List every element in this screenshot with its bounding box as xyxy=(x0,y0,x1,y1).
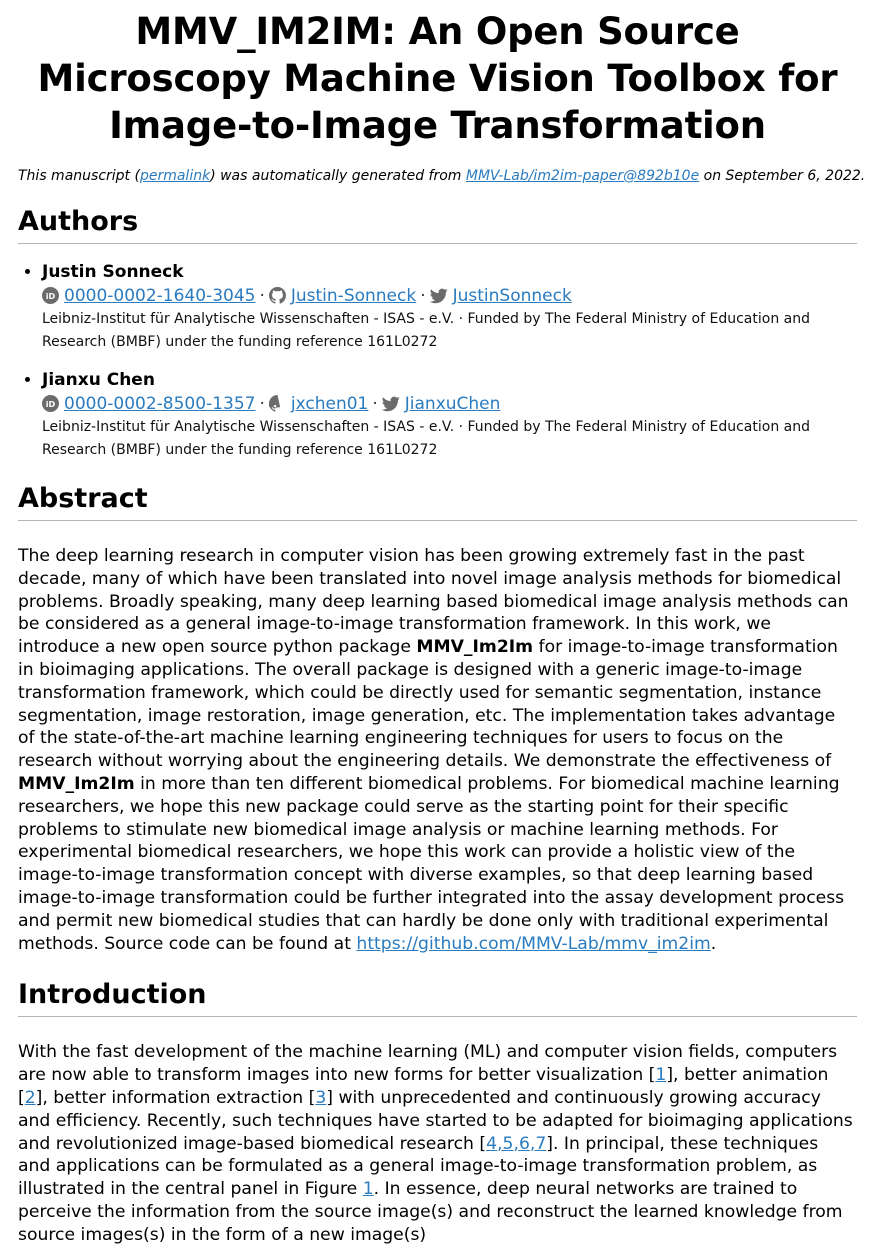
orcid-link[interactable]: 0000-0002-8500-1357 xyxy=(64,394,256,414)
introduction-paragraph xyxy=(18,1041,857,1246)
package-name: MMV_Im2Im xyxy=(416,637,534,658)
citation-separator: , xyxy=(513,1133,519,1154)
citation-separator: , xyxy=(497,1133,503,1154)
orcid-link[interactable]: 0000-0002-1640-3045 xyxy=(64,286,256,306)
intro-text: ] with unprecedented and continuously growing accuracy and efficiency. Recently, such techniques have started to be adapted for bioimaging applications and revolutionized image-based biomedical research [ xyxy=(18,1087,853,1154)
figure-link[interactable]: 1 xyxy=(362,1179,374,1200)
author-affiliation: Leibniz-Institut für Analytische Wissenschaften - ISAS - e.V. · Funded by The Federal Ministry of Education and Research (BMBF) under the funding reference 161L0272 xyxy=(42,419,810,458)
intro-text: ]. In principal, these techniques and applications can be formulated as a general image-to-image transformation problem, as illustrated in the central panel in Figure xyxy=(18,1133,819,1200)
author-list xyxy=(18,260,857,462)
twitter-icon xyxy=(430,288,448,304)
github-link[interactable]: jxchen01 xyxy=(290,394,369,414)
twitter-icon xyxy=(382,396,400,412)
orcid-icon xyxy=(42,395,59,412)
author-name: • Jianxu Chen xyxy=(42,370,155,390)
author-item xyxy=(42,368,857,462)
separator: · xyxy=(259,286,265,306)
abstract-text: . xyxy=(710,933,717,954)
twitter-link[interactable]: JustinSonneck xyxy=(452,286,572,306)
note-suffix: on September 6, 2022. xyxy=(699,168,866,184)
citation-link[interactable]: 3 xyxy=(315,1087,327,1108)
svg-text:iD: iD xyxy=(45,291,56,301)
github-icon xyxy=(269,287,286,304)
citation-link[interactable]: 4 xyxy=(486,1133,498,1154)
abstract-text: in more than ten different biomedical problems. For biomedical machine learning researchers, we hope this new package could serve as the starting point for their specific problems to stimulate new biomedical image analysis or machine learning methods. For experimental biomedical researchers, we hope this work can provide a holistic view of the image-to-image transformation concept with diverse examples, so that deep learning based image-to-image transformation could be further integrated into the assay development process and permit new biomedical studies that can hardly be done only with traditional experimental methods. Source code can be found at xyxy=(18,773,845,954)
author-ids xyxy=(42,284,857,308)
author-item xyxy=(42,260,857,354)
citation-link[interactable]: 6 xyxy=(518,1133,530,1154)
permalink-link[interactable]: permalink xyxy=(139,168,211,184)
citation-link[interactable]: 5 xyxy=(502,1133,514,1154)
note-middle: ) was automatically generated from xyxy=(210,168,466,184)
intro-text: ], better animation [ xyxy=(18,1065,829,1108)
author-ids xyxy=(42,392,857,416)
abstract-text: The deep learning research in computer vision has been growing extremely fast in the past decade, many of which have been translated into novel image analysis methods for biomedical problems. Broadly speaking, many deep learning based biomedical image analysis methods can be considered as a general image-to-image transformation framework. In this work, we introduce a new open source python package xyxy=(18,546,849,658)
orcid-icon xyxy=(42,287,59,304)
paper-page xyxy=(0,8,875,1247)
intro-text: . In essence, deep neural networks are trained to perceive the information from the source image(s) and reconstruct the learned knowledge from source images(s) in the form of a new image(s) xyxy=(18,1179,843,1245)
citation-link[interactable]: 2 xyxy=(24,1087,36,1108)
note-prefix: This manuscript ( xyxy=(18,168,140,184)
github-link[interactable]: Justin-Sonneck xyxy=(290,286,417,306)
manuscript-note xyxy=(18,167,866,185)
svg-text:iD: iD xyxy=(45,399,56,409)
citation-link[interactable]: 1 xyxy=(655,1065,667,1086)
author-name: • Justin Sonneck xyxy=(42,262,184,282)
author-affiliation: Leibniz-Institut für Analytische Wissenschaften - ISAS - e.V. · Funded by The Federal Ministry of Education and Research (BMBF) under the funding reference 161L0272 xyxy=(42,311,810,350)
citation-separator: , xyxy=(529,1133,536,1154)
intro-text: With the fast development of the machine learning (ML) and computer vision fields, computers are now able to transform images into new forms for better visualization [ xyxy=(18,1042,838,1086)
abstract-paragraph xyxy=(18,545,857,955)
citation-link[interactable]: 7 xyxy=(535,1133,547,1154)
package-name: MMV_Im2Im xyxy=(18,773,135,794)
abstract-text: for image-to-image transformation in bioimaging applications. The overall package is designed with a generic image-to-image transformation framework, which could be directly used for semantic segmentation, instance segmentation, image restoration, image generation, etc. The implementation takes advantage of the state-of-the-art machine learning engineering techniques for users to focus on the research without worrying about the engineering details. We demonstrate the effectiveness of xyxy=(18,637,838,772)
commit-link[interactable]: MMV-Lab/im2im-paper@892b10e xyxy=(465,168,700,184)
paper-title: MMV_IM2IM: An Open Source Microscopy Machine Vision Toolbox for Image-to-Image Transformation xyxy=(37,10,838,147)
introduction-heading: Introduction xyxy=(18,978,857,1017)
separator: · xyxy=(420,286,426,306)
intro-text: ], better information extraction [ xyxy=(35,1087,316,1108)
separator: · xyxy=(259,394,265,414)
source-code-link[interactable]: https://github.com/MMV-Lab/mmv_im2im xyxy=(356,933,711,954)
separator: · xyxy=(372,394,378,414)
github-icon xyxy=(269,395,286,412)
abstract-heading: Abstract xyxy=(18,482,857,521)
twitter-link[interactable]: JianxuChen xyxy=(404,394,501,414)
authors-heading: Authors xyxy=(18,205,857,244)
